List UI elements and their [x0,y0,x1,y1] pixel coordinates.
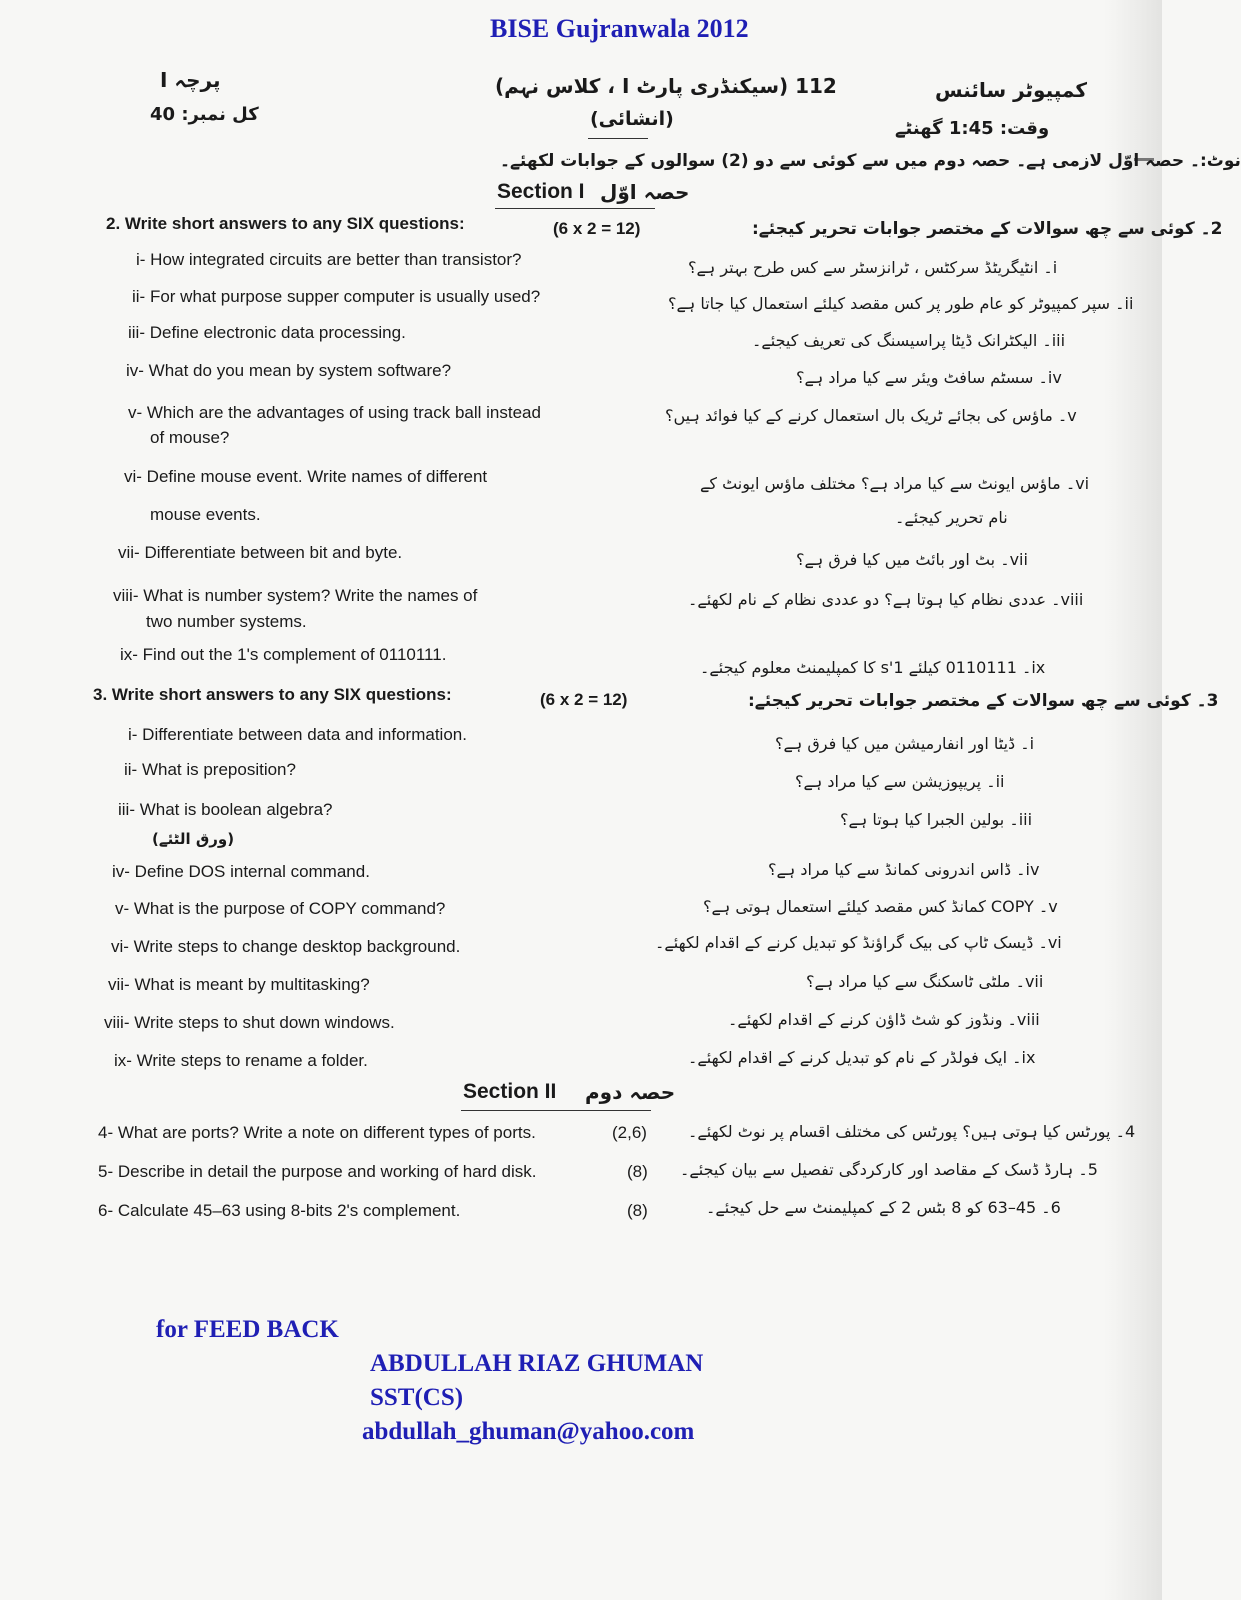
q3-item-9: ix- Write steps to rename a folder. [114,1051,368,1070]
section-1-title-urdu: حصہ اوّل [600,180,690,204]
section-2-title: Section II [463,1080,557,1103]
q2-item-5-cont: of mouse? [150,428,230,447]
section-2-underline [461,1110,651,1111]
section-1-title: Section I [497,180,585,203]
q3-item-9-urdu: ix۔ ایک فولڈر کے نام کو تبدیل کرنے کے اقدام لکھئے۔ [688,1048,1036,1067]
q3-item-7-urdu: vii۔ ملٹی ٹاسکنگ سے کیا مراد ہے؟ [806,972,1044,991]
q2-item-6-urdu-cont: نام تحریر کیجئے۔ [895,508,1008,527]
q6-question: 6- Calculate 45–63 using 8-bits 2's complement. [98,1201,461,1220]
q4-marks: (2,6) [612,1123,647,1142]
q2-heading: 2. Write short answers to any SIX questions: [106,214,465,233]
q4-question-urdu: 4۔ پورٹس کیا ہوتی ہیں؟ پورٹس کی مختلف اقسام پر نوٹ لکھئے۔ [688,1122,1136,1141]
q2-item-5-urdu: v۔ ماؤس کی بجائے ٹریک بال استعمال کرنے کے کیا فوائد ہیں؟ [665,406,1077,425]
q2-item-6-cont: mouse events. [150,505,261,524]
q2-item-2-urdu: ii۔ سپر کمپیوٹر کو عام طور پر کس مقصد کیلئے استعمال کیا جاتا ہے؟ [668,294,1134,313]
q3-item-3-urdu: iii۔ بولین الجبرا کیا ہوتا ہے؟ [840,810,1033,829]
q2-item-6-urdu: vi۔ ماؤس ایونٹ سے کیا مراد ہے؟ مختلف ماؤس ایونٹ کے [700,474,1090,493]
q3-item-2: ii- What is preposition? [124,760,296,779]
q3-item-2-urdu: ii۔ پریپوزیشن سے کیا مراد ہے؟ [795,772,1005,791]
q2-item-1-urdu: i۔ انٹیگریٹڈ سرکٹس ، ٹرانزسٹر سے کس طرح بہتر ہے؟ [688,258,1058,277]
q3-heading: 3. Write short answers to any SIX questions: [93,685,452,704]
page-edge-shadow [1104,0,1162,1600]
q3-item-6-urdu: vi۔ ڈیسک ٹاپ کی بیک گراؤنڈ کو تبدیل کرنے کے اقدام لکھئے۔ [655,933,1062,952]
q3-item-4: iv- Define DOS internal command. [112,862,370,881]
q2-item-8-cont: two number systems. [146,612,307,631]
q3-item-1-urdu: i۔ ڈیٹا اور انفارمیشن میں کیا فرق ہے؟ [775,734,1035,753]
q2-item-3-urdu: iii۔ الیکٹرانک ڈیٹا پراسیسنگ کی تعریف کیجئے۔ [752,331,1066,350]
q3-item-4-urdu: iv۔ ڈاس اندرونی کمانڈ سے کیا مراد ہے؟ [768,860,1040,879]
q3-item-7: vii- What is meant by multitasking? [108,975,370,994]
q2-item-1: i- How integrated circuits are better than transistor? [136,250,522,269]
q3-heading-urdu: 3۔ کوئی سے چھ سوالات کے مختصر جوابات تحریر کیجئے: [748,691,1219,711]
turn-over-note: (ورق الٹئے) [152,830,235,848]
q2-item-8: viii- What is number system? Write the names of [113,586,478,605]
q2-item-4-urdu: iv۔ سسٹم سافٹ ویئر سے کیا مراد ہے؟ [796,368,1062,387]
q3-marks: (6 x 2 = 12) [540,690,628,709]
q6-question-urdu: 6۔ 45–63 کو 8 بٹس 2 کے کمپلیمنٹ سے حل کیجئے۔ [706,1198,1061,1217]
q2-item-9-urdu: ix۔ 0110111 کیلئے 1's کا کمپلیمنٹ معلوم کیجئے۔ [700,658,1046,677]
q4-question: 4- What are ports? Write a note on different types of ports. [98,1123,536,1142]
q3-item-5-urdu: v۔ COPY کمانڈ کس مقصد کیلئے استعمال ہوتی ہے؟ [703,897,1058,916]
paper-type: (انشائی) [590,108,674,130]
q3-item-8-urdu: viii۔ ونڈوز کو شٹ ڈاؤن کرنے کے اقدام لکھئے۔ [728,1010,1040,1029]
q5-question: 5- Describe in detail the purpose and working of hard disk. [98,1162,537,1181]
subject-name: کمپیوٹر سائنس [935,78,1087,102]
q2-item-4: iv- What do you mean by system software? [126,361,452,380]
q2-item-8-urdu: viii۔ عددی نظام کیا ہوتا ہے؟ دو عددی نظام کے نام لکھئے۔ [688,590,1084,609]
q2-item-9: ix- Find out the 1's complement of 0110111. [120,645,447,664]
total-marks: کل نمبر: 40 [150,104,259,125]
author-email: abdullah_ghuman@yahoo.com [362,1418,695,1445]
q2-heading-urdu: 2۔ کوئی سے چھ سوالات کے مختصر جوابات تحریر کیجئے: [752,219,1223,239]
q2-item-7-urdu: vii۔ بٹ اور بائٹ میں کیا فرق ہے؟ [796,550,1028,569]
exam-time: وقت: 1:45 گھنٹے [895,118,1050,139]
q2-item-2: ii- For what purpose supper computer is usually used? [132,287,541,306]
q5-question-urdu: 5۔ ہارڈ ڈسک کے مقاصد اور کارکردگی تفصیل سے بیان کیجئے۔ [680,1160,1098,1179]
paper-code: 112 (سیکنڈری پارٹ I ، کلاس نہم) [495,74,837,98]
q2-item-3: iii- Define electronic data processing. [128,323,406,342]
author-name: ABDULLAH RIAZ GHUMAN [370,1350,704,1377]
paper-number: پرچہ I [160,68,221,92]
feedback-label: for FEED BACK [156,1316,339,1343]
q3-item-3: iii- What is boolean algebra? [118,800,333,819]
q3-item-1: i- Differentiate between data and information. [128,725,467,744]
q2-marks: (6 x 2 = 12) [553,219,641,238]
q2-item-6: vi- Define mouse event. Write names of different [124,467,488,486]
exam-note: نوٹ:۔ حصہ اوّل لازمی ہے۔ حصہ دوم میں سے کوئی سے دو (2) سوالوں کے جوابات لکھئے۔ [500,151,1241,171]
q5-marks: (8) [627,1162,648,1181]
q3-item-8: viii- Write steps to shut down windows. [104,1013,395,1032]
q2-item-5: v- Which are the advantages of using track ball instead [128,403,541,422]
section-2-title-urdu: حصہ دوم [585,1080,676,1104]
q6-marks: (8) [627,1201,648,1220]
q3-item-5: v- What is the purpose of COPY command? [115,899,446,918]
exam-board-title: BISE Gujranwala 2012 [490,14,749,43]
q2-item-7: vii- Differentiate between bit and byte. [118,543,403,562]
section-1-underline [495,208,655,209]
q3-item-6: vi- Write steps to change desktop background. [111,937,461,956]
author-title: SST(CS) [370,1384,464,1411]
paper-type-underline [588,138,648,139]
